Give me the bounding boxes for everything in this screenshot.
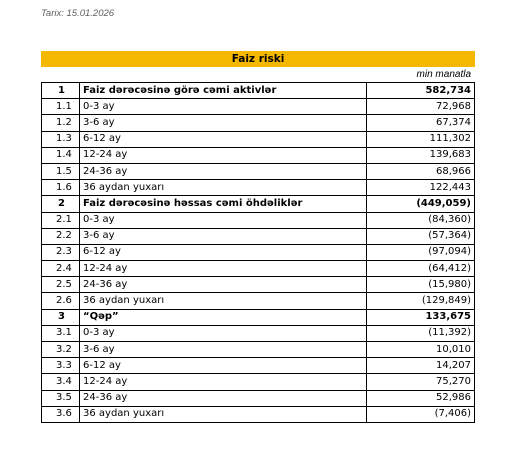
table-title: Faiz riski <box>41 51 475 67</box>
table-row <box>42 163 475 179</box>
table-row <box>42 358 475 374</box>
table-row <box>42 293 475 309</box>
row-value: (129,849) <box>367 293 475 309</box>
row-value: 52,986 <box>367 390 475 406</box>
row-value: (64,412) <box>367 261 475 277</box>
row-value: 14,207 <box>367 358 475 374</box>
row-label: 12-24 ay <box>80 147 367 163</box>
row-number: 2.4 <box>42 261 80 277</box>
row-value: 75,270 <box>367 374 475 390</box>
row-value: 111,302 <box>367 131 475 147</box>
row-number: 1.6 <box>42 180 80 196</box>
row-label: 6-12 ay <box>80 244 367 260</box>
row-value: 582,734 <box>367 83 475 99</box>
table-row <box>42 228 475 244</box>
row-value: (84,360) <box>367 212 475 228</box>
row-value: (97,094) <box>367 244 475 260</box>
row-label: 0-3 ay <box>80 325 367 341</box>
table-row <box>42 244 475 260</box>
row-value: 67,374 <box>367 115 475 131</box>
row-label: Faiz dərəcəsinə görə cəmi aktivlər <box>80 83 367 99</box>
row-number: 2.1 <box>42 212 80 228</box>
table-row <box>42 212 475 228</box>
row-label: 36 aydan yuxarı <box>80 406 367 422</box>
row-number: 2.6 <box>42 293 80 309</box>
row-number: 3.5 <box>42 390 80 406</box>
row-number: 1.3 <box>42 131 80 147</box>
row-value: (15,980) <box>367 277 475 293</box>
row-number: 3.3 <box>42 358 80 374</box>
table-row <box>42 147 475 163</box>
table-row <box>42 342 475 358</box>
row-label: 24-36 ay <box>80 390 367 406</box>
row-label: 6-12 ay <box>80 358 367 374</box>
row-label: Faiz dərəcəsinə həssas cəmi öhdəliklər <box>80 196 367 212</box>
table-row <box>42 115 475 131</box>
row-label: 0-3 ay <box>80 212 367 228</box>
row-number: 3 <box>42 309 80 325</box>
row-number: 1.2 <box>42 115 80 131</box>
table-row <box>42 390 475 406</box>
table-row <box>42 374 475 390</box>
row-value: 68,966 <box>367 163 475 179</box>
row-label: 3-6 ay <box>80 228 367 244</box>
unit-label: min manatla <box>416 69 471 80</box>
row-value: (7,406) <box>367 406 475 422</box>
row-value: 139,683 <box>367 147 475 163</box>
row-number: 3.2 <box>42 342 80 358</box>
row-label: “Qəp” <box>80 309 367 325</box>
row-value: 10,010 <box>367 342 475 358</box>
table-section-row <box>42 309 475 325</box>
row-number: 2.3 <box>42 244 80 260</box>
row-value: (449,059) <box>367 196 475 212</box>
table-row <box>42 277 475 293</box>
row-number: 3.4 <box>42 374 80 390</box>
row-number: 2.5 <box>42 277 80 293</box>
row-number: 1.1 <box>42 99 80 115</box>
row-number: 2.2 <box>42 228 80 244</box>
row-number: 1.5 <box>42 163 80 179</box>
row-number: 1 <box>42 83 80 99</box>
report-date: Tarix: 15.01.2026 <box>41 8 115 19</box>
table-row <box>42 180 475 196</box>
row-label: 24-36 ay <box>80 163 367 179</box>
row-label: 0-3 ay <box>80 99 367 115</box>
row-label: 6-12 ay <box>80 131 367 147</box>
interest-risk-table <box>41 82 475 423</box>
row-number: 2 <box>42 196 80 212</box>
table-row <box>42 131 475 147</box>
row-label: 36 aydan yuxarı <box>80 180 367 196</box>
row-label: 12-24 ay <box>80 261 367 277</box>
table-row <box>42 99 475 115</box>
row-value: (57,364) <box>367 228 475 244</box>
row-label: 3-6 ay <box>80 115 367 131</box>
table-row <box>42 406 475 422</box>
table-row <box>42 261 475 277</box>
row-number: 3.1 <box>42 325 80 341</box>
row-label: 3-6 ay <box>80 342 367 358</box>
row-number: 1.4 <box>42 147 80 163</box>
table-row <box>42 325 475 341</box>
table-section-row <box>42 83 475 99</box>
row-label: 36 aydan yuxarı <box>80 293 367 309</box>
row-value: 133,675 <box>367 309 475 325</box>
row-label: 24-36 ay <box>80 277 367 293</box>
row-value: 122,443 <box>367 180 475 196</box>
table-section-row <box>42 196 475 212</box>
row-value: (11,392) <box>367 325 475 341</box>
row-label: 12-24 ay <box>80 374 367 390</box>
row-value: 72,968 <box>367 99 475 115</box>
row-number: 3.6 <box>42 406 80 422</box>
